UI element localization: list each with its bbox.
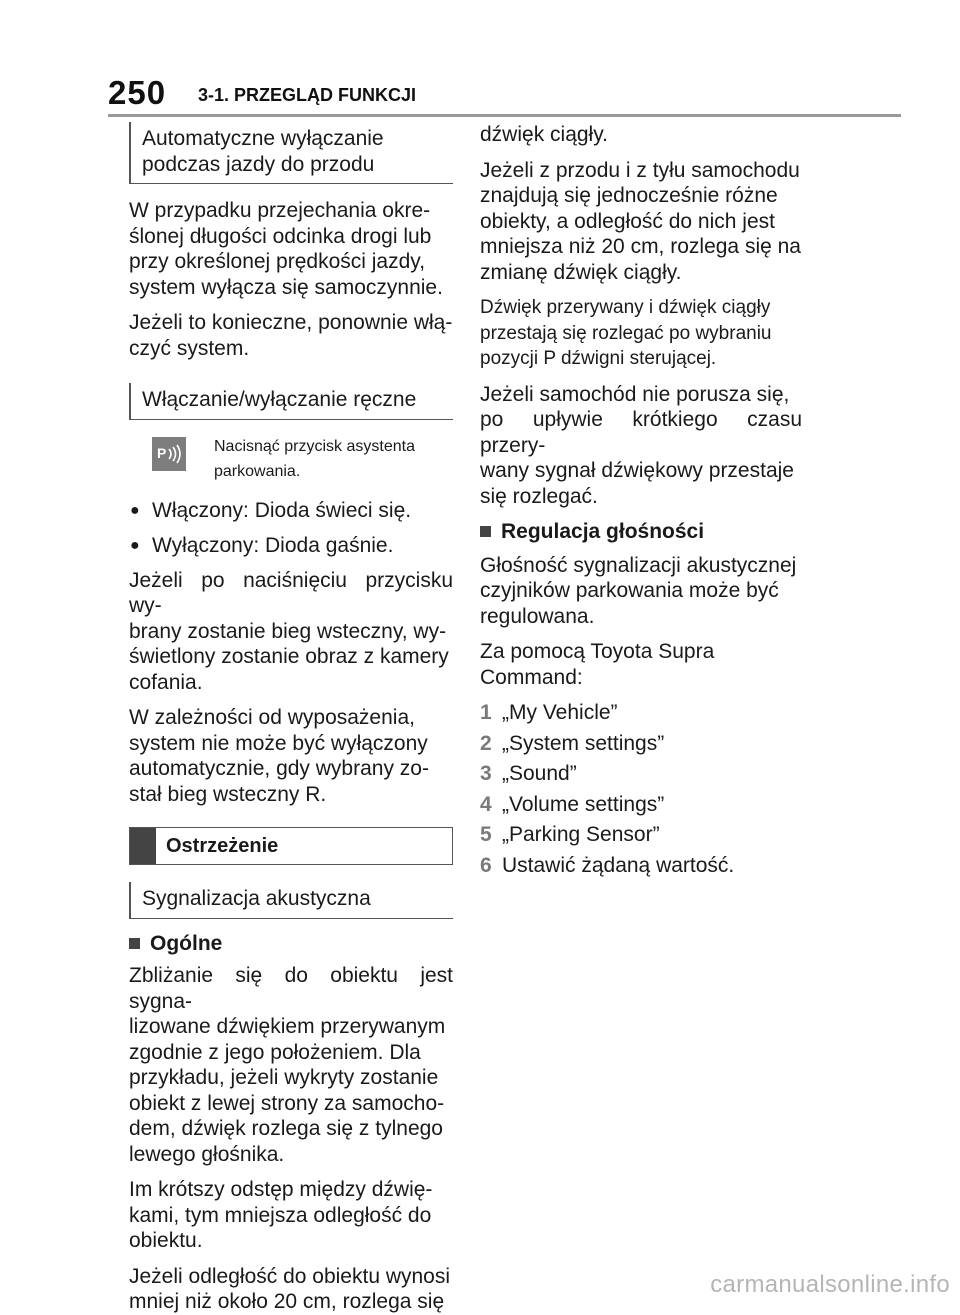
section-heading: Regulacja głośności xyxy=(480,519,802,545)
paragraph: W zależności od wyposażenia, system nie może być wyłączony automatycznie, gdy wybrany zo- stał bieg wsteczny R. xyxy=(129,706,429,806)
page-number: 250 xyxy=(108,74,167,111)
step-item: 2 „System settings” xyxy=(480,731,665,755)
step-item: 5 „Parking Sensor” xyxy=(480,823,660,846)
warning-bar xyxy=(130,828,156,864)
section-heading: Ogólne xyxy=(129,931,453,957)
square-bullet-icon xyxy=(480,526,491,537)
step-item: 1 „My Vehicle” xyxy=(480,701,618,724)
paragraph: Jeżeli odległość do obiektu wynosi mniej niż około 20 cm, rozlega się xyxy=(129,1264,451,1313)
subheading-manual: Włączanie/wyłączanie ręczne xyxy=(129,383,453,420)
header-divider xyxy=(108,114,901,117)
square-bullet-icon xyxy=(129,938,140,949)
paragraph: Zbliżanie się do obiektu jest sygna- lizowane dźwiękiem przerywanym zgodnie z jego położeniem. Dla przykładu, jeżeli wykryty zostanie obiekt z lewej strony za samocho- dem, dźwięk rozlega się z tylnego lewego głośnika. xyxy=(129,964,453,1166)
icon-instruction: P Nacisnąć przycisk asystenta parkowania. xyxy=(129,434,453,484)
warning-box: Ostrzeżenie xyxy=(129,827,453,865)
paragraph: Za pomocą Toyota Supra Command: xyxy=(480,640,715,689)
paragraph: Głośność sygnalizacji akustycznej czyjników parkowania może być regulowana. xyxy=(480,553,797,628)
step-item: 3 „Sound” xyxy=(480,762,577,785)
step-item: 6 Ustawić żądaną wartość. xyxy=(480,853,735,877)
paragraph: Jeżeli po naciśnięciu przycisku wy- brany zostanie bieg wsteczny, wy- świetlony zostanie obraz z kamery cofania. xyxy=(129,568,453,694)
parking-assist-button-icon xyxy=(152,437,186,471)
paragraph: Dźwięk przerywany i dźwięk ciągły przestają się rozlegać po wybraniu pozycji P dźwigni sterującej. xyxy=(480,297,772,369)
footer-watermark[interactable]: carmanualsonline.info xyxy=(710,1271,950,1298)
list-item: ● Włączony: Dioda świeci się. xyxy=(130,498,412,522)
subheading-acoustic: Sygnalizacja akustyczna xyxy=(129,882,453,919)
step-item: 4 „Volume settings” xyxy=(480,792,665,816)
list-item: ● Wyłączony: Dioda gaśnie. xyxy=(130,534,394,557)
subheading-auto-off: Automatyczne wyłączanie podczas jazdy do przodu xyxy=(129,122,453,184)
paragraph: Jeżeli to konieczne, ponownie włą- czyć system. xyxy=(129,311,453,360)
paragraph: Jeżeli z przodu i z tyłu samochodu znajdują się jednocześnie różne obiekty, a odległość do nich jest mniejsza niż 20 cm, rozlega się na zmianę dźwięk ciągły. xyxy=(480,158,801,284)
paragraph: Jeżeli samochód nie porusza się, po upływie krótkiego czasu przery- wany sygnał dźwiękowy przestaje się rozlegać. xyxy=(480,382,802,508)
svg-text:P: P xyxy=(157,444,167,461)
right-column xyxy=(480,122,802,878)
section-title: 3-1. PRZEGLĄD FUNKCJI xyxy=(198,85,417,105)
paragraph: W przypadku przejechania okre- ślonej długości odcinka drogi lub przy określonej prędkości jazdy, system wyłącza się samoczynnie. xyxy=(129,199,443,299)
paragraph: Im krótszy odstęp między dźwię- kami, tym mniejsza odległość do obiektu. xyxy=(129,1178,433,1252)
left-column xyxy=(129,122,453,1315)
paragraph: dźwięk ciągły. xyxy=(480,123,608,146)
